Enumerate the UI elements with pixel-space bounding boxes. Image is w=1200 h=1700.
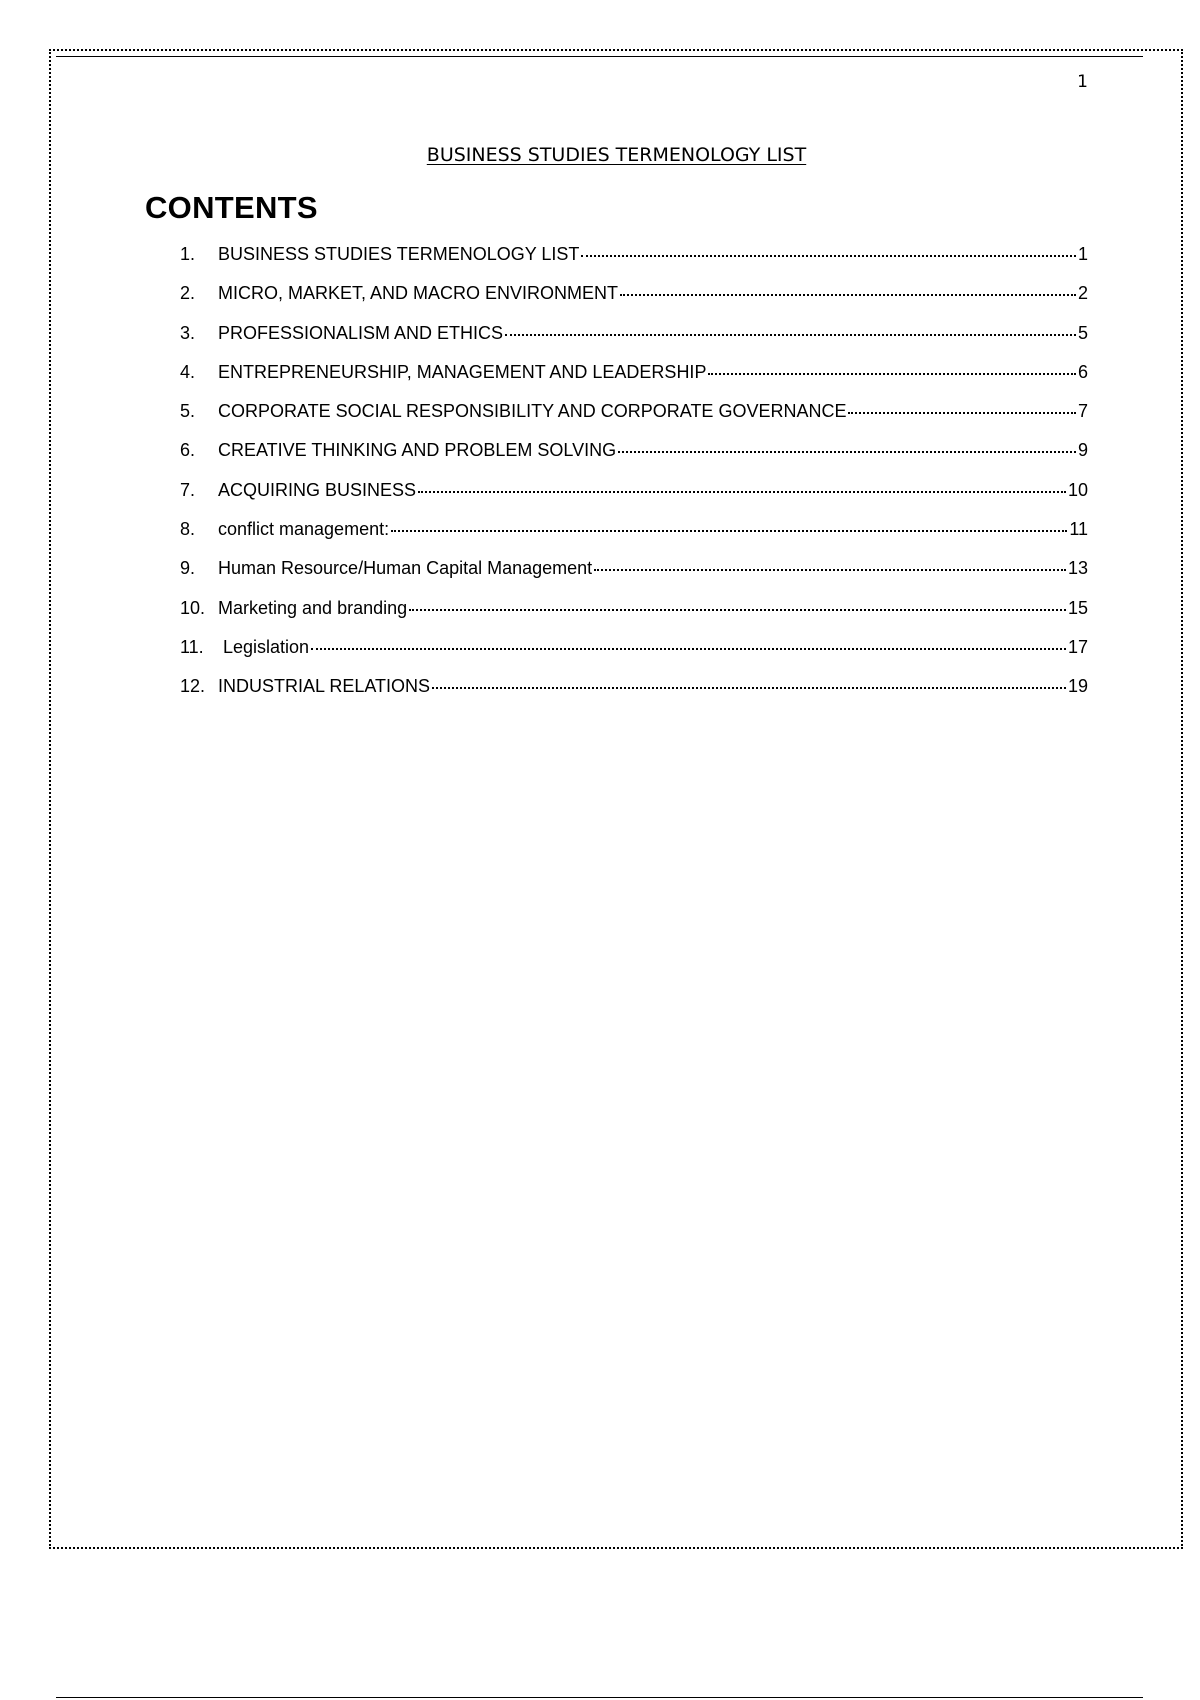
footer-rule [56, 1697, 1143, 1698]
toc-entry[interactable] [180, 637, 1088, 676]
toc-entry[interactable] [180, 323, 1088, 362]
toc-entry-link[interactable]: conflict management: [218, 519, 390, 540]
toc-entry-page: 6 [1077, 361, 1088, 382]
toc-entry[interactable] [180, 558, 1088, 597]
toc-entry-link[interactable]: MICRO, MARKET, AND MACRO ENVIRONMENT [218, 283, 619, 304]
toc-dot-leader [708, 373, 1076, 375]
toc-entry-page: 19 [1067, 676, 1088, 697]
toc-entry-number: 8. [180, 519, 196, 540]
toc-entry-link[interactable]: ACQUIRING BUSINESS [218, 479, 417, 500]
toc-entry-page: 1 [1077, 244, 1088, 264]
toc-entry-number: 4. [180, 361, 196, 382]
toc-dot-leader [311, 648, 1066, 650]
toc-entry-link[interactable]: ENTREPRENEURSHIP, MANAGEMENT AND LEADERSHIP [218, 361, 707, 382]
toc-entry-page: 5 [1077, 322, 1088, 343]
toc-dot-leader [409, 609, 1066, 611]
toc-entry-page: 15 [1067, 597, 1088, 618]
toc-entry-number: 7. [180, 479, 196, 500]
toc-entry-number: 2. [180, 283, 196, 304]
toc-entry-link[interactable]: Human Resource/Human Capital Management [218, 558, 593, 579]
toc-entry-number: 6. [180, 440, 196, 461]
header-rule [56, 56, 1143, 57]
toc-dot-leader [418, 491, 1066, 493]
toc-entry[interactable] [180, 401, 1088, 440]
toc-entry-number: 1. [180, 244, 196, 264]
page-number: 1 [1077, 72, 1088, 92]
toc-entry-number: 12. [180, 676, 206, 697]
toc-entry[interactable] [180, 362, 1088, 401]
toc-dot-leader [391, 530, 1067, 532]
toc-entry-page: 7 [1077, 401, 1088, 422]
toc-entry-link[interactable]: Marketing and branding [218, 597, 408, 618]
toc-dot-leader [848, 412, 1076, 414]
toc-entry-link[interactable]: Legislation [218, 636, 310, 657]
toc-entry-page: 9 [1077, 440, 1088, 461]
toc-entry-page: 17 [1067, 636, 1088, 657]
toc-entry[interactable] [180, 283, 1088, 322]
toc-entry-link[interactable]: BUSINESS STUDIES TERMENOLOGY LIST [218, 244, 580, 264]
toc-entry-page: 10 [1067, 479, 1088, 500]
toc-entry-number: 10. [180, 597, 206, 618]
toc-entry-number: 3. [180, 322, 196, 343]
toc-dot-leader [432, 687, 1066, 689]
toc-entry[interactable] [180, 440, 1088, 479]
table-of-contents [180, 244, 1088, 716]
toc-dot-leader [594, 569, 1066, 571]
document-title: BUSINESS STUDIES TERMENOLOGY LIST [426, 144, 807, 166]
toc-entry-number: 9. [180, 558, 196, 579]
toc-entry-number: 11. [180, 636, 204, 657]
toc-entry[interactable] [180, 480, 1088, 519]
toc-entry-page: 11 [1069, 519, 1088, 540]
toc-entry-number: 5. [180, 401, 196, 422]
toc-dot-leader [618, 451, 1076, 453]
toc-entry[interactable] [180, 598, 1088, 637]
toc-entry-link[interactable]: PROFESSIONALISM AND ETHICS [218, 322, 504, 343]
contents-heading: CONTENTS [145, 190, 318, 225]
toc-entry-page: 2 [1077, 283, 1088, 304]
toc-entry-link[interactable]: CREATIVE THINKING AND PROBLEM SOLVING [218, 440, 617, 461]
toc-dot-leader [581, 255, 1076, 257]
toc-entry[interactable] [180, 519, 1088, 558]
toc-entry[interactable] [180, 676, 1088, 715]
toc-entry-page: 13 [1067, 558, 1088, 579]
toc-entry[interactable] [180, 244, 1088, 283]
toc-entry-link[interactable]: CORPORATE SOCIAL RESPONSIBILITY AND CORPORATE GOVERNANCE [218, 401, 847, 422]
toc-dot-leader [505, 334, 1076, 336]
toc-dot-leader [620, 294, 1076, 296]
toc-entry-link[interactable]: INDUSTRIAL RELATIONS [218, 676, 431, 697]
